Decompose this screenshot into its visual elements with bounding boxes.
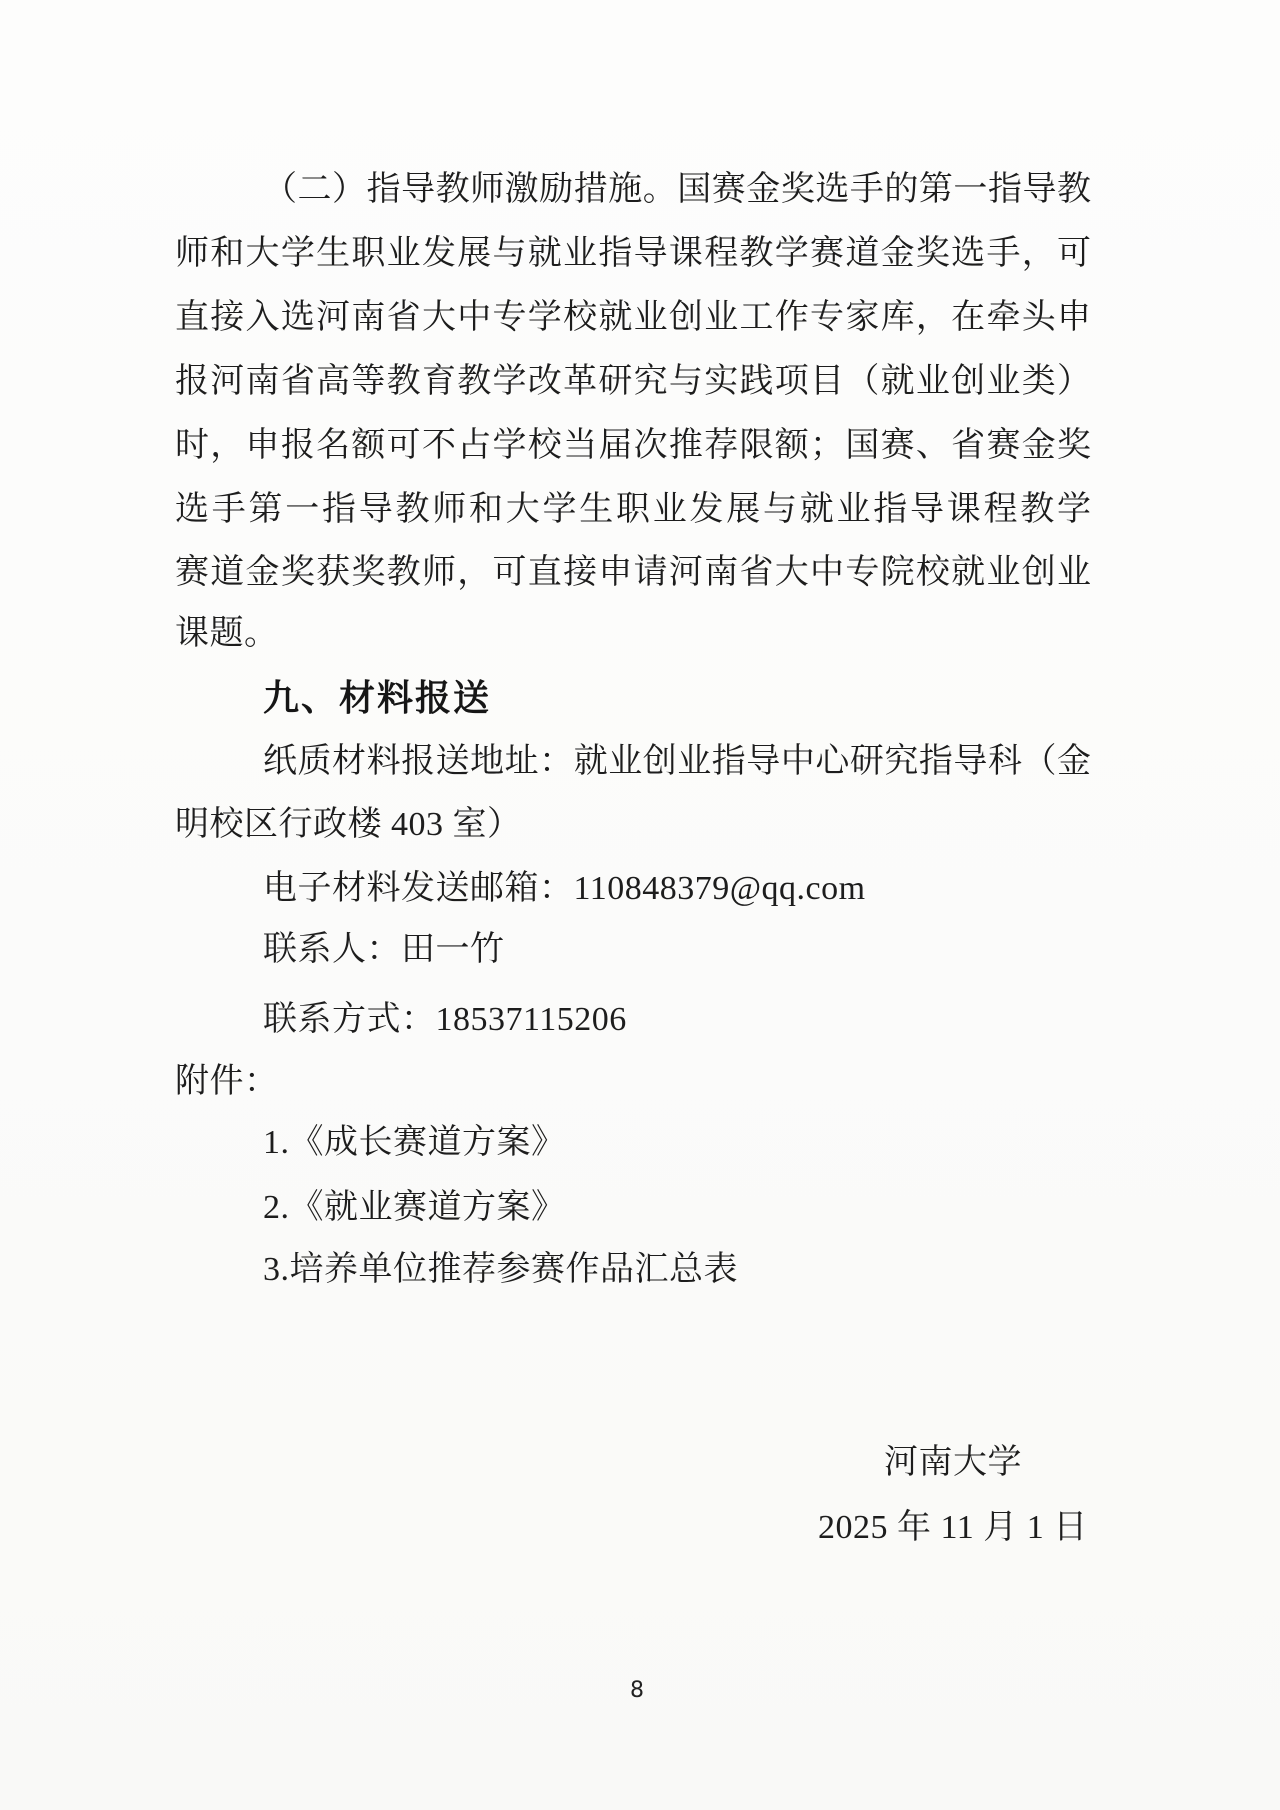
body-line-6: 选手第一指导教师和大学生职业发展与就业指导课程教学 (175, 491, 1091, 528)
body-line-3: 直接入选河南省大中专学校就业创业工作专家库，在牵头申 (175, 299, 1091, 336)
body-line-7: 赛道金奖获奖教师，可直接申请河南省大中专院校就业创业 (175, 554, 1091, 591)
address-line-1: 纸质材料报送地址：就业创业指导中心研究指导科（金 (263, 743, 1091, 780)
email-line: 电子材料发送邮箱：110848379@qq.com (263, 870, 866, 907)
body-line-1: （二）指导教师激励措施。国赛金奖选手的第一指导教 (263, 171, 1091, 208)
phone-line: 联系方式：18537115206 (263, 1001, 627, 1038)
attachment-item-2: 2.《就业赛道方案》 (263, 1189, 566, 1226)
signature-org: 河南大学 (884, 1444, 1022, 1481)
address-line-2: 明校区行政楼 403 室） (175, 806, 522, 843)
signature-date: 2025 年 11 月 1 日 (818, 1509, 1088, 1546)
body-line-5: 时，申报名额可不占学校当届次推荐限额；国赛、省赛金奖 (175, 427, 1091, 464)
body-line-2: 师和大学生职业发展与就业指导课程教学赛道金奖选手，可 (175, 235, 1091, 272)
contact-line: 联系人：田一竹 (263, 931, 505, 968)
body-line-8: 课题。 (175, 615, 279, 652)
attachments-label: 附件： (175, 1063, 279, 1100)
section-heading: 九、材料报送 (263, 678, 492, 719)
attachment-item-1: 1.《成长赛道方案》 (263, 1124, 566, 1161)
page-number: 8 (630, 1678, 644, 1703)
attachment-item-3: 3.培养单位推荐参赛作品汇总表 (263, 1251, 738, 1288)
body-line-4: 报河南省高等教育教学改革研究与实践项目（就业创业类） (175, 363, 1091, 400)
